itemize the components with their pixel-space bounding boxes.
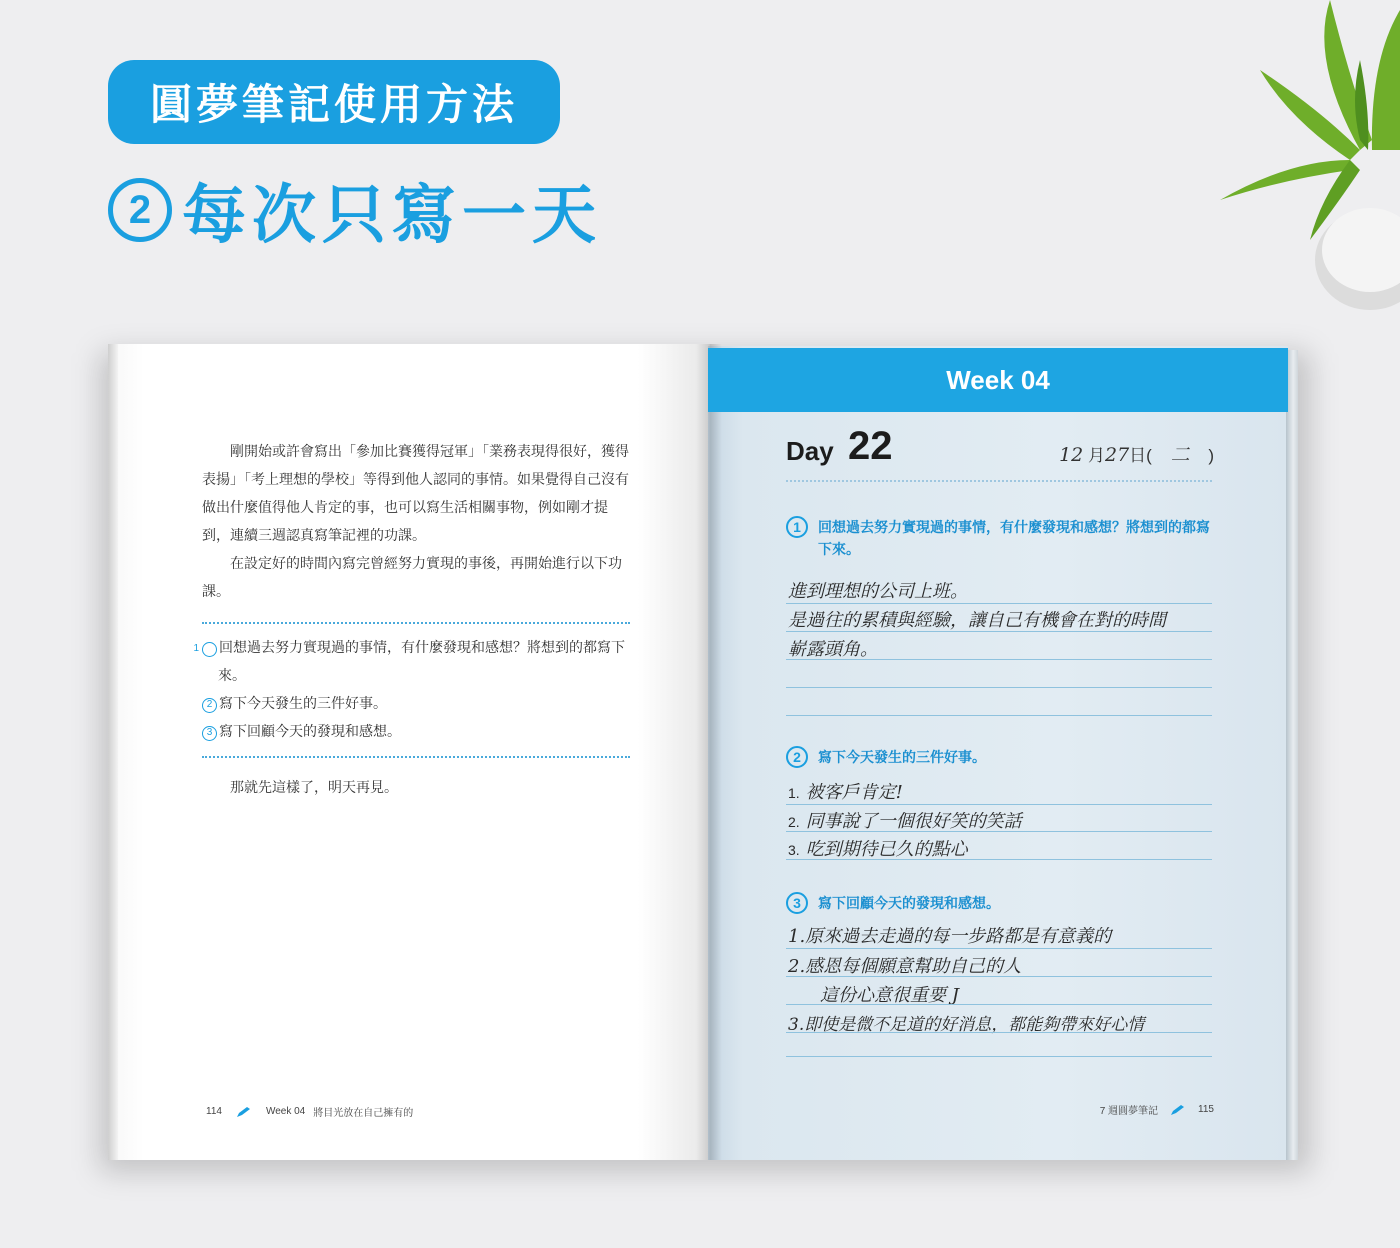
dotted-divider: [202, 622, 630, 624]
step-num: [202, 642, 217, 657]
date-paren-open: (: [1146, 446, 1152, 465]
question-num: 3: [786, 892, 808, 914]
writing-line: [786, 831, 1212, 832]
writing-line: [786, 1004, 1212, 1005]
item-num: 1.: [788, 785, 800, 801]
dotted-divider: [786, 480, 1212, 482]
writing-line: [786, 976, 1212, 977]
writing-line: [786, 715, 1212, 716]
right-footer: [1100, 1102, 1214, 1117]
writing-line: [786, 1056, 1212, 1057]
handwritten-line: 3.即使是微不足道的好消息，都能夠帶來好心情: [788, 1015, 1145, 1035]
writing-line: [786, 687, 1212, 688]
page-title-row: [108, 168, 602, 252]
writing-line: [786, 859, 1212, 860]
dotted-divider: [202, 756, 630, 758]
day-number: 22: [848, 424, 893, 468]
question-3: [786, 892, 1216, 914]
date-day-unit: 日: [1129, 446, 1147, 465]
date-field: [1059, 440, 1214, 467]
week-banner: [708, 348, 1288, 412]
step-text: 寫下回顧今天的發現和感想。: [219, 724, 401, 740]
item-num: 2.: [788, 814, 800, 830]
left-page-edge: [108, 344, 118, 1160]
date-month: 12: [1059, 444, 1084, 466]
question-2: [786, 746, 1216, 768]
page-title: 每次只寫一天: [182, 179, 602, 253]
date-day: 27: [1104, 444, 1130, 466]
date-month-unit: 月: [1087, 446, 1105, 465]
writing-line: [786, 948, 1212, 949]
footer-week: Week 04: [265, 1106, 306, 1117]
item-num: 3.: [788, 842, 800, 858]
method-pill-text: 圓夢筆記使用方法: [149, 80, 518, 129]
handwritten-line: 嶄露頭角。: [788, 639, 878, 660]
question-text: 回想過去努力實現過的事情，有什麼發現和感想？將想到的都寫下來。: [818, 519, 1210, 557]
handwritten-item: [788, 835, 968, 861]
right-page-edge: [1286, 350, 1298, 1160]
question-num: 1: [786, 516, 808, 538]
step-item: [202, 634, 632, 690]
item-text: 吃到期待已久的點心: [805, 839, 968, 860]
day-row: [786, 424, 1214, 472]
footer-book: 7 週圓夢筆記: [1099, 1106, 1159, 1117]
pencil-icon: [1170, 1104, 1186, 1116]
writing-line: [786, 804, 1212, 805]
plant-decoration-icon: [1200, 0, 1400, 310]
day-label: Day: [786, 436, 834, 466]
step-num: 2: [202, 698, 217, 713]
handwritten-line: 2.感恩每個願意幫助自己的人: [788, 956, 1022, 977]
item-text: 同事說了一個很好笑的笑話: [805, 811, 1022, 832]
week-banner-text: Week 04: [946, 364, 1050, 395]
page-number: 115: [1198, 1104, 1214, 1115]
footer-chapter: 將目光放在自己擁有的: [313, 1108, 414, 1119]
writing-line: [786, 603, 1212, 604]
pencil-icon: [236, 1106, 252, 1118]
writing-line: [786, 1032, 1212, 1033]
step-list: [202, 634, 632, 746]
question-num: 2: [786, 746, 808, 768]
step-text: 寫下今天發生的三件好事。: [219, 696, 387, 712]
handwritten-line: 1.原來過去走過的每一步路都是有意義的: [788, 926, 1112, 947]
writing-line: [786, 631, 1212, 632]
writing-line: [786, 659, 1212, 660]
closing-text: 那就先這樣了，明天再見。: [230, 780, 398, 796]
step-item: [202, 718, 632, 746]
question-text: 寫下今天發生的三件好事。: [818, 749, 986, 765]
item-text: 被客戶肯定!: [805, 782, 903, 803]
handwritten-line: 是過往的累積與經驗，讓自己有機會在對的時間: [788, 610, 1166, 631]
question-text: 寫下回顧今天的發現和感想。: [818, 895, 1000, 911]
left-footer: [206, 1104, 413, 1119]
body-paragraph: 在設定好的時間內寫完曾經努力實現的事後，再開始進行以下功課。: [202, 556, 622, 600]
question-1: [786, 516, 1216, 560]
handwritten-line: 進到理想的公司上班。: [788, 581, 968, 602]
book-spine: [696, 344, 722, 1160]
step-number-badge: 2: [108, 178, 172, 242]
step-text: 回想過去努力實現過的事情，有什麼發現和感想？將想到的都寫下來。: [218, 640, 625, 684]
page-number: 114: [206, 1106, 222, 1117]
step-num: 3: [202, 726, 217, 741]
left-page-body: [202, 438, 632, 606]
date-paren-close: ): [1208, 446, 1214, 465]
step-item: [202, 690, 632, 718]
body-paragraph: 剛開始或許會寫出「參加比賽獲得冠軍」「業務表現得很好，獲得表揚」「考上理想的學校」等得到他人認同的事情。如果覺得自己沒有做出什麼值得他人肯定的事，也可以寫生活相關事物，例如剛才提到，連續三週認真寫筆記裡的功課。: [202, 444, 629, 544]
handwritten-item: [788, 807, 1022, 833]
date-weekday: 二: [1170, 444, 1190, 466]
handwritten-line: 這份心意很重要 J: [820, 985, 959, 1006]
handwritten-item: [788, 778, 903, 804]
method-pill: [108, 60, 560, 144]
